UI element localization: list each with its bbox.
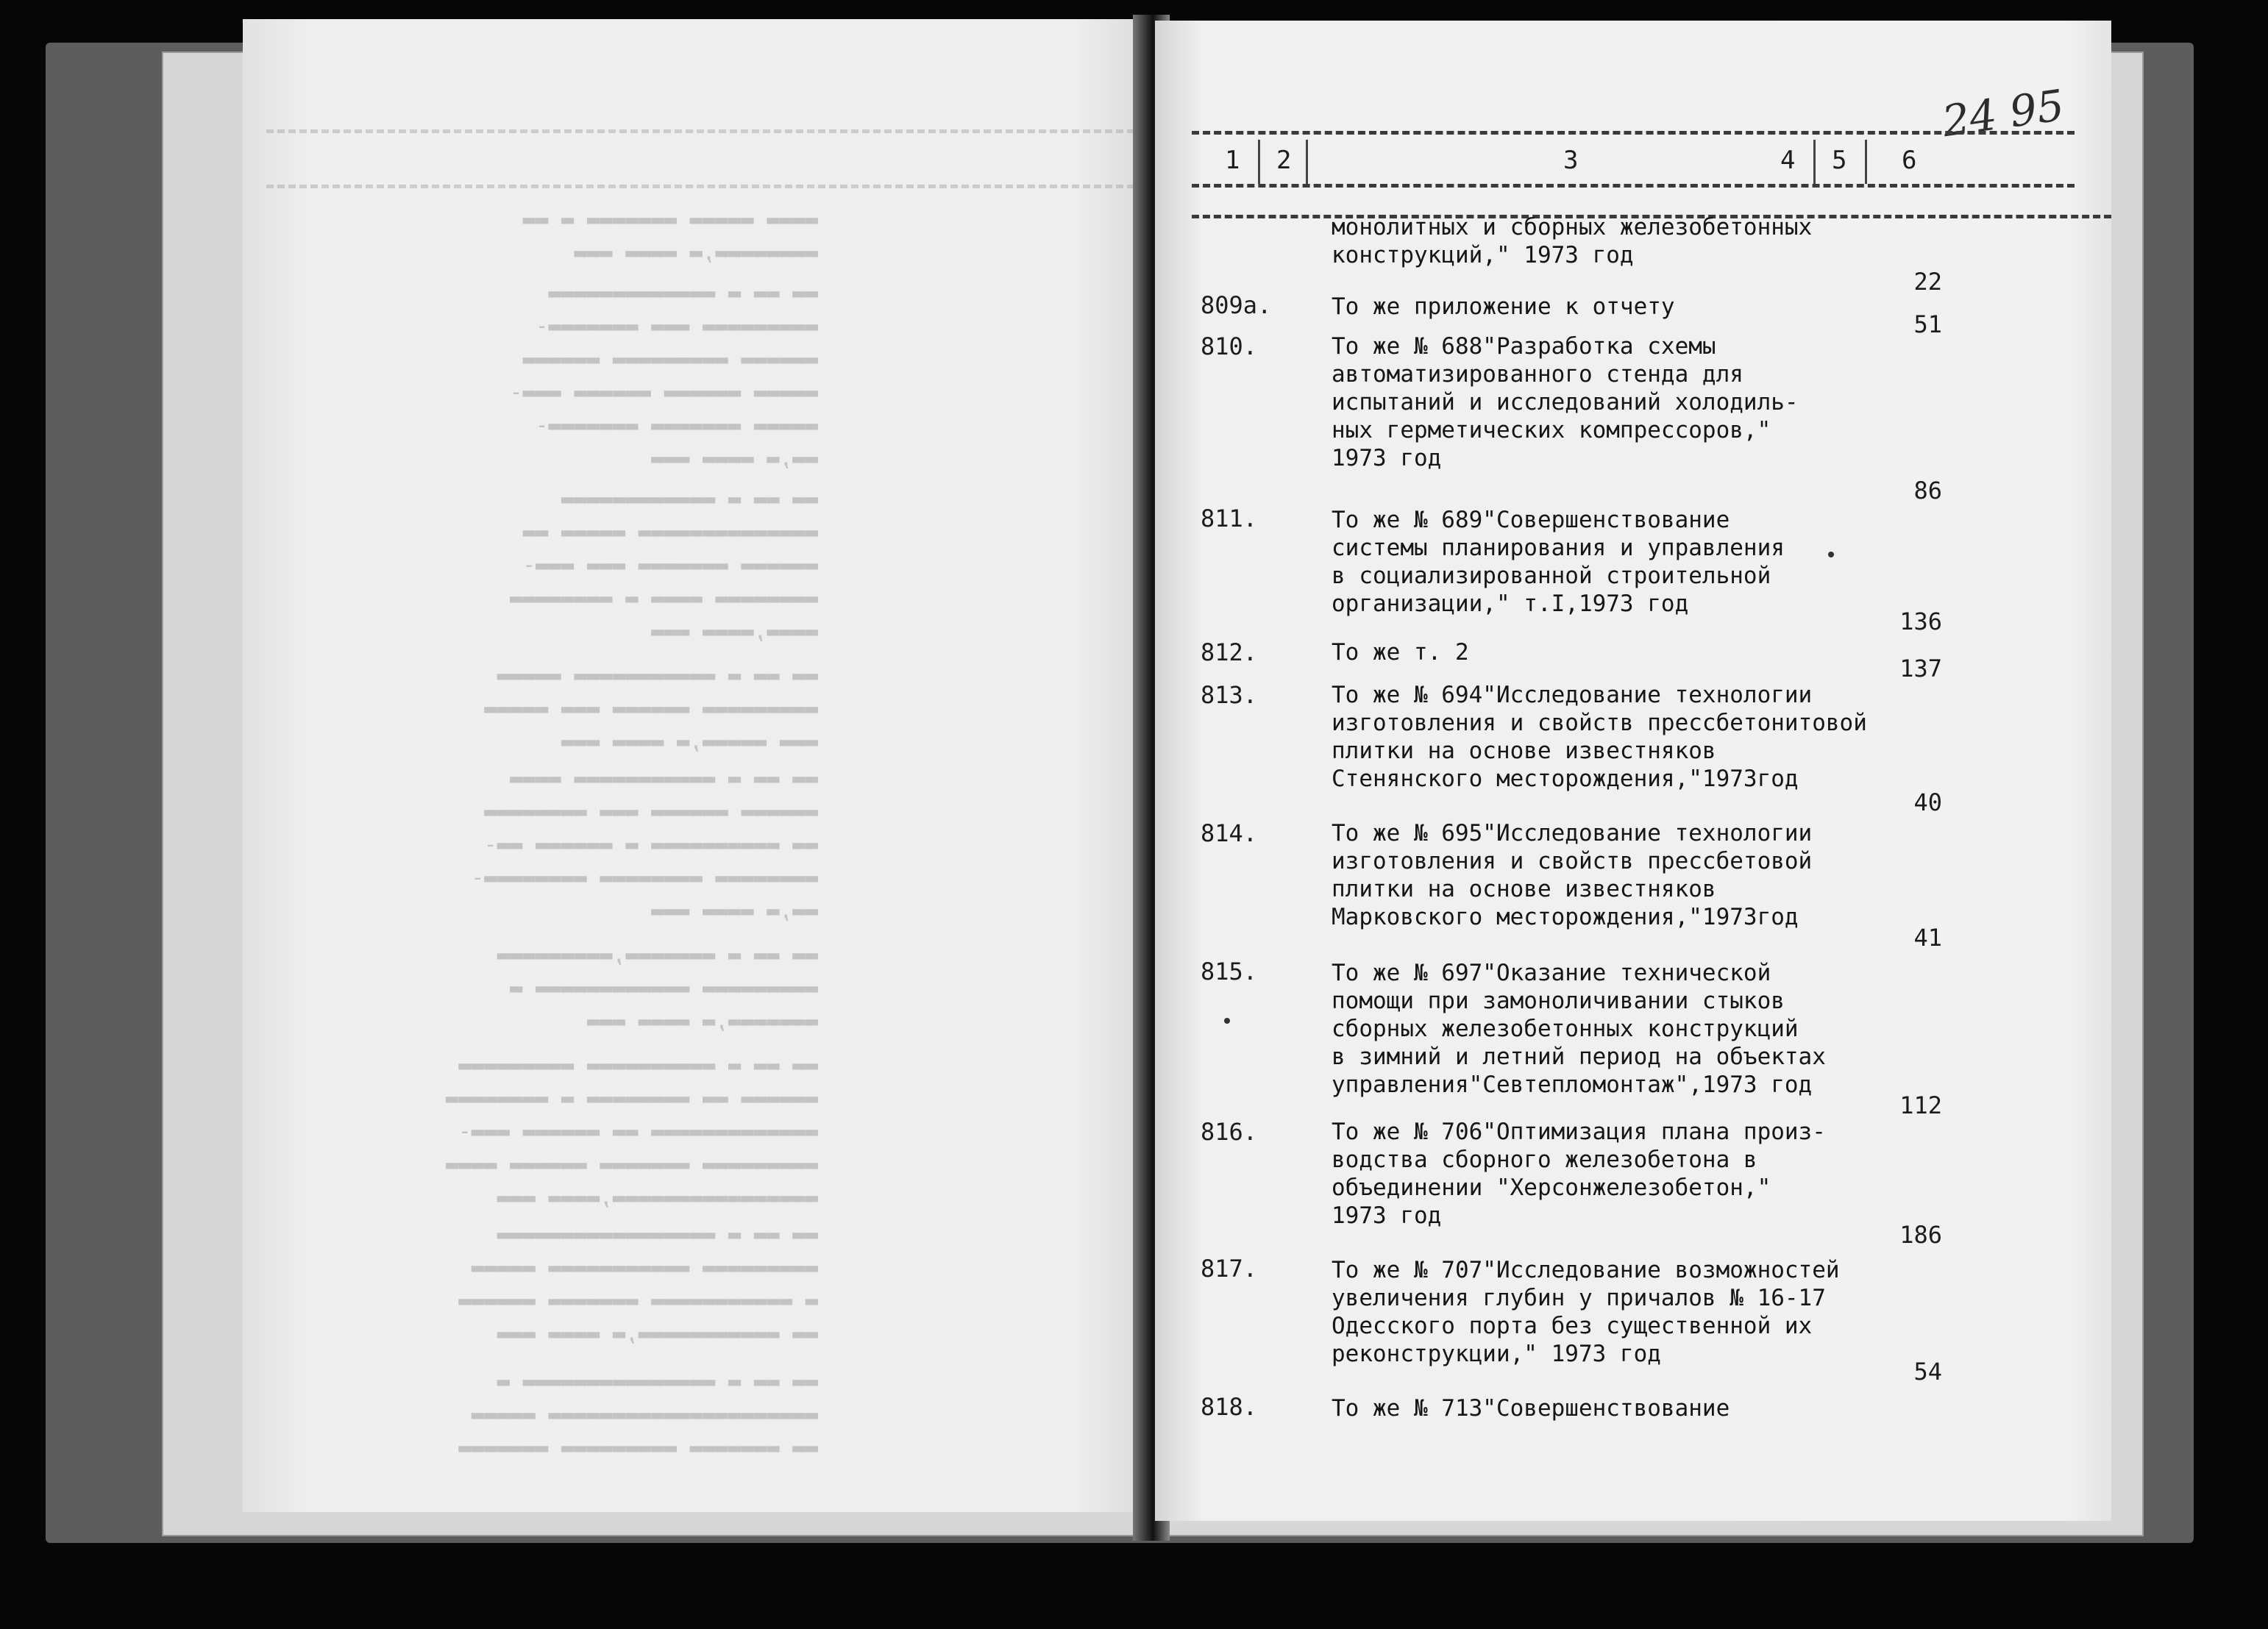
entry-page: 137	[1899, 655, 1942, 682]
entry-number: 812.	[1201, 638, 1258, 666]
entry-page: 136	[1899, 607, 1942, 635]
column-separator	[1306, 140, 1308, 184]
entry-text: монолитных и сборных железобетонных конструкций," 1973 год	[1332, 214, 1813, 268]
column-header-5: 5	[1832, 146, 1847, 175]
column-separator	[1258, 140, 1260, 184]
entry-number: 818.	[1201, 1393, 1258, 1421]
entry-number: 809а.	[1201, 291, 1272, 319]
left-page	[243, 19, 1149, 1512]
entry-text: То же приложение к отчету	[1332, 293, 1675, 320]
entry-number: 815.	[1201, 958, 1258, 985]
ink-dot	[1224, 1018, 1230, 1024]
column-separator	[1865, 140, 1867, 184]
entry-text: То же № 695"Исследование технологии изготовления и свойств прессбетовой плитки на основе известняков Марковского месторождения,"1973год	[1332, 820, 1813, 930]
entry-text: То же № 697"Оказание технической помощи при замоноличивании стыков сборных железобетонных конструкций в зимний и летний период на объектах управления"Севтепломонтаж",1973 год	[1332, 960, 1826, 1098]
entry-text: То же № 713"Совершенствование	[1332, 1395, 1730, 1422]
entry-text: То же № 706"Оптимизация плана произ- водства сборного железобетона в объединении "Херсонжелезобетон," 1973 год	[1332, 1119, 1826, 1229]
entry-text: То же № 689"Совершенствование системы планирования и управления в социализированной строительной организации," т.I,1973 год	[1332, 507, 1785, 617]
archive-page-mark: 24 95	[1939, 79, 2067, 147]
entry-number: 811.	[1201, 505, 1258, 532]
entry-page: 41	[1913, 924, 1942, 952]
header-rule-top	[1192, 131, 2075, 135]
entry-page: 40	[1913, 788, 1942, 816]
column-header-6: 6	[1902, 146, 1917, 175]
entry-page: 51	[1913, 310, 1942, 338]
entry-page: 54	[1913, 1358, 1942, 1386]
column-header-3: 3	[1563, 146, 1579, 175]
entry-page: 112	[1899, 1091, 1942, 1119]
entry-text: То же № 707"Исследование возможностей увеличения глубин у причалов № 16-17 Одесского порта без существенной их реконструкции," 1973 год	[1332, 1257, 1840, 1367]
ink-dot	[1828, 552, 1834, 557]
column-header-1: 1	[1225, 146, 1240, 175]
entry-number: 817.	[1201, 1255, 1258, 1283]
entry-page: 86	[1913, 477, 1942, 505]
header-rule-bottom	[1192, 184, 2075, 188]
entry-text: То же № 688"Разработка схемы автоматизированного стенда для испытаний и исследований холодиль- ных герметических компрессоров," 1973 год	[1332, 333, 1799, 471]
entry-number: 816.	[1201, 1118, 1258, 1146]
entry-text: То же т. 2	[1332, 639, 1469, 666]
entry-number: 813.	[1201, 681, 1258, 709]
entry-text: То же № 694"Исследование технологии изготовления и свойств прессбетонитовой плитки на основе известняков Стенянского месторождения,"1973год	[1332, 682, 1867, 792]
bleed-through-text: ▬▬▬▬ ▬▬▬▬▬ ▬▬▬▬▬▬▬ ▬ ▬▬ ▬▬▬▬▬▬▬▬,▬ ▬▬▬▬ ▬▬▬ ▬▬ ▬▬ ▬ ▬▬▬▬▬▬▬▬▬▬▬▬▬ ▬▬▬▬▬▬▬▬▬ ▬▬▬ ▬▬▬▬▬▬▬- ▬▬▬▬▬▬ ▬▬▬▬▬▬▬▬▬ ▬▬▬▬▬▬ ▬▬▬▬▬ ▬▬▬▬▬▬ ▬▬▬▬▬▬ ▬▬▬- ▬▬▬▬▬ ▬▬▬▬▬▬▬ ▬▬▬▬▬▬▬- ▬▬,▬ ▬▬▬▬ ▬▬▬ ▬▬ ▬▬ ▬ ▬▬▬▬▬▬▬▬▬▬▬▬ ▬▬▬▬▬▬▬▬▬▬▬▬▬▬ ▬▬▬▬▬ ▬▬ ▬▬▬▬▬▬ ▬▬▬▬▬▬▬ ▬▬▬ ▬▬▬- ▬▬▬▬▬▬▬▬ ▬▬▬▬ ▬ ▬▬▬▬▬▬▬▬ ▬▬▬▬,▬▬▬▬ ▬▬▬ ▬▬ ▬▬ ▬ ▬▬▬▬▬▬▬▬▬▬▬ ▬▬▬▬▬ ▬▬▬▬▬▬▬▬▬ ▬▬▬▬▬▬ ▬▬▬ ▬▬▬▬▬ ▬▬▬ ▬▬▬▬▬,▬ ▬▬▬▬ ▬▬▬ ▬▬ ▬▬ ▬ ▬▬▬▬▬▬▬▬▬▬▬ ▬▬▬▬ ▬▬▬▬▬▬ ▬▬▬▬▬▬ ▬▬▬ ▬▬▬▬▬▬▬▬ ▬▬ ▬▬▬▬▬▬▬▬▬▬ ▬ ▬▬▬▬▬▬ ▬▬- ▬▬▬▬▬▬▬▬ ▬▬▬▬▬▬▬▬ ▬▬▬▬▬▬▬▬- ▬▬,▬ ▬▬▬▬ ▬▬▬ ▬▬ ▬▬ ▬ ▬▬▬▬▬▬▬,▬▬▬▬▬▬▬▬▬ ▬▬▬▬▬▬▬▬▬ ▬▬▬▬▬▬▬▬▬▬▬▬ ▬ ▬▬▬▬▬▬▬,▬ ▬▬▬▬ ▬▬▬ ▬▬ ▬▬ ▬ ▬▬▬▬▬▬▬▬▬▬ ▬▬▬▬▬▬▬▬▬ ▬▬▬▬▬▬ ▬▬ ▬▬▬▬▬▬▬▬ ▬ ▬▬▬▬▬▬▬▬ ▬▬▬▬▬▬▬▬▬▬▬▬▬ ▬▬ ▬▬▬▬▬▬ ▬▬▬- ▬▬▬▬▬▬▬▬▬ ▬▬▬▬▬▬▬ ▬▬▬▬▬▬ ▬▬▬▬ ▬▬▬▬▬▬▬▬▬▬▬▬▬▬▬▬,▬▬▬▬ ▬▬▬ ▬▬ ▬▬ ▬ ▬▬▬▬▬▬▬▬▬▬▬▬▬▬▬▬▬ ▬▬▬▬▬▬▬▬▬ ▬▬▬▬▬▬▬▬▬▬▬ ▬▬▬▬▬ ▬ ▬▬▬▬▬▬▬▬▬▬▬ ▬▬▬▬▬▬▬ ▬▬▬▬▬▬ ▬▬ ▬▬▬▬▬▬▬▬▬▬▬,▬ ▬▬▬▬ ▬▬▬ ▬▬ ▬▬ ▬ ▬▬▬▬▬▬▬▬▬▬▬▬▬▬▬ ▬ ▬▬▬▬▬▬▬▬▬▬▬▬▬▬▬▬▬▬▬▬▬ ▬▬▬▬▬ ▬▬ ▬▬▬▬▬▬▬ ▬▬▬▬▬▬▬▬▬ ▬▬▬▬▬▬▬	[243, 19, 1149, 1512]
right-page	[1155, 21, 2111, 1521]
entry-page: 22	[1913, 268, 1942, 296]
column-header-4: 4	[1780, 146, 1796, 175]
column-separator	[1813, 140, 1816, 184]
entry-number: 814.	[1201, 819, 1258, 847]
entry-page: 186	[1899, 1221, 1942, 1249]
column-header-2: 2	[1276, 146, 1292, 175]
entry-number: 810.	[1201, 332, 1258, 360]
